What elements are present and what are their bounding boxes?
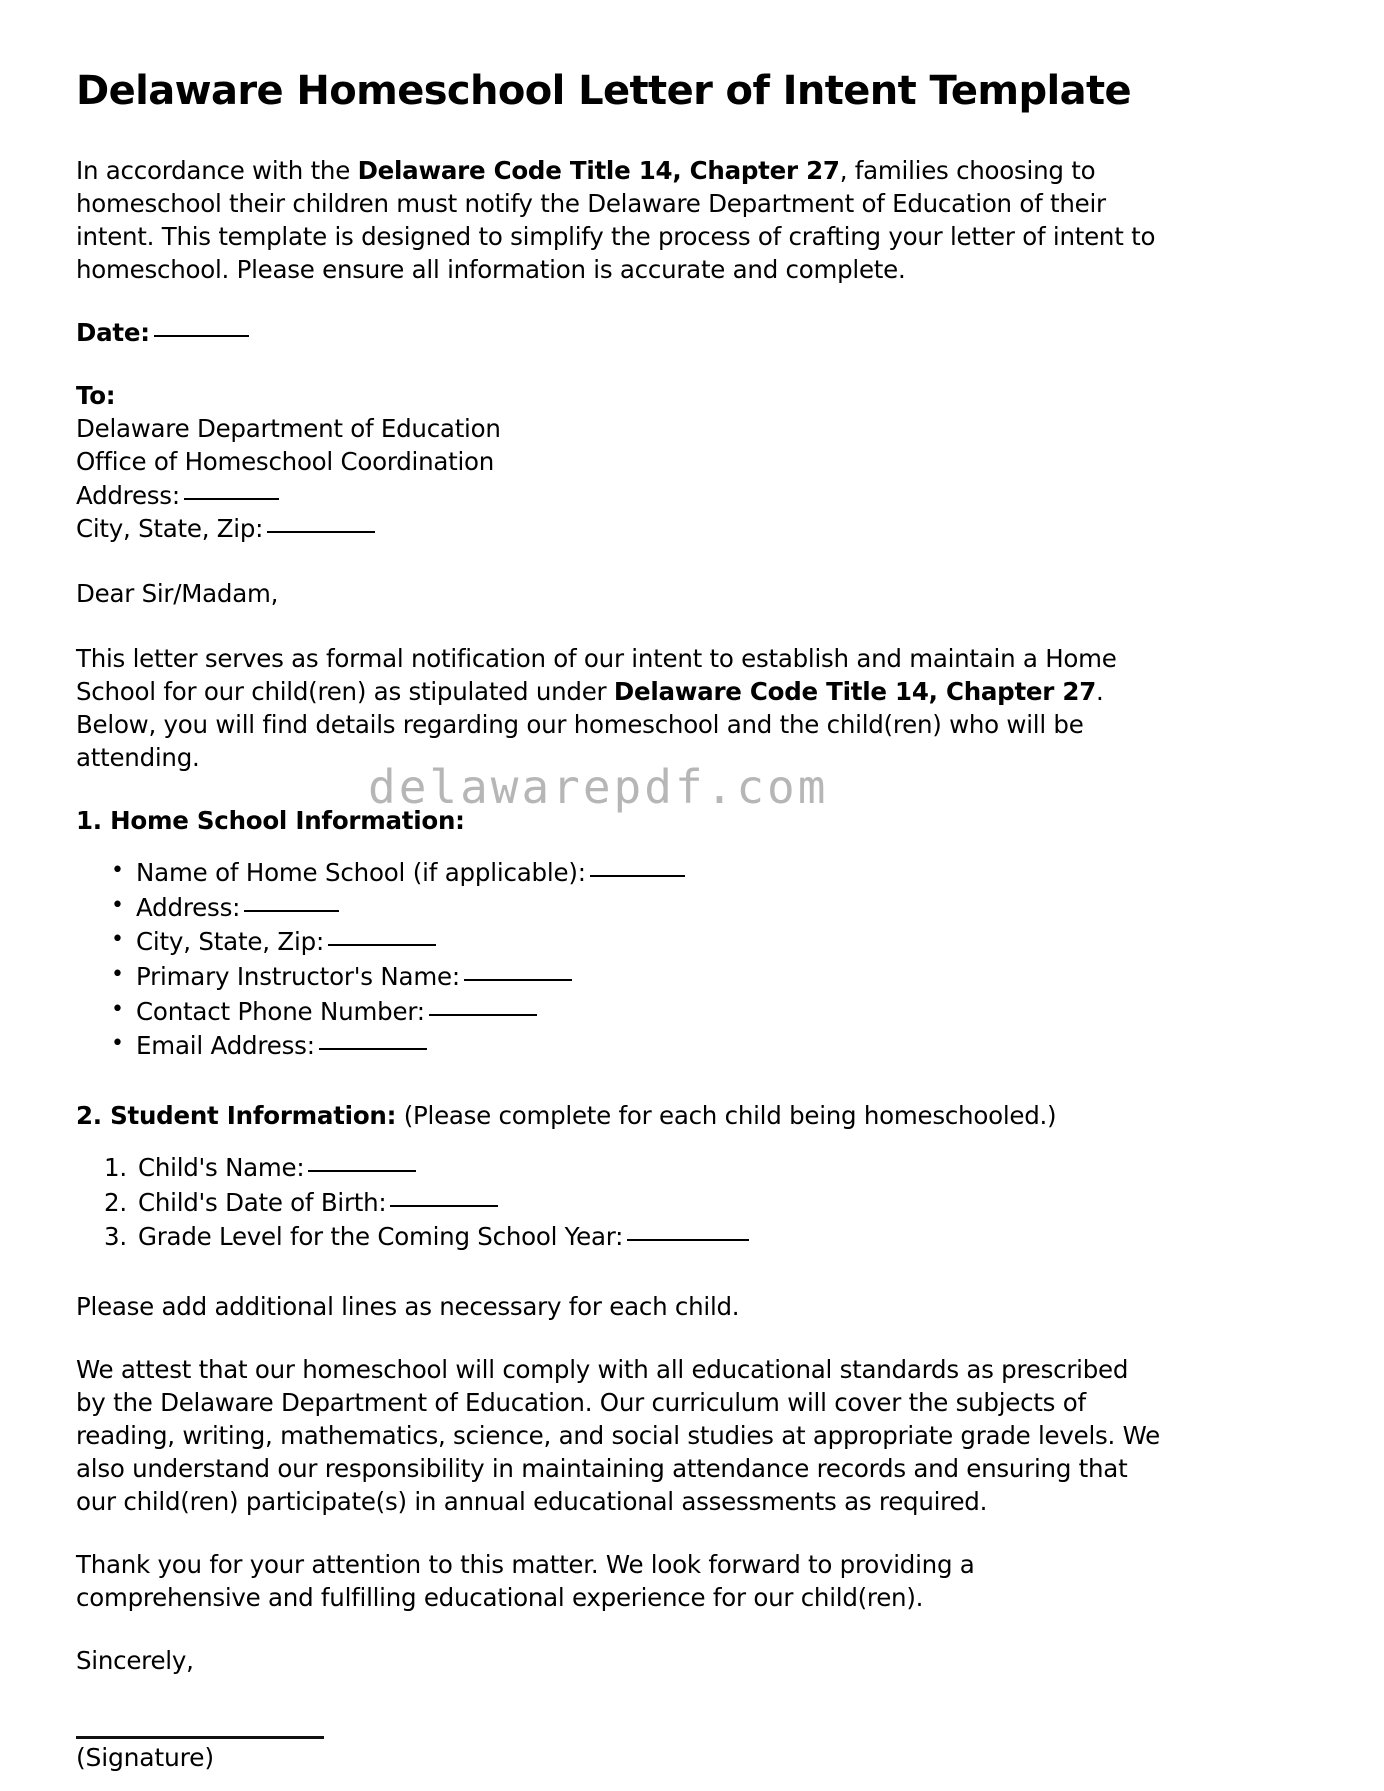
closing-salutation: Sincerely, xyxy=(76,1646,194,1676)
salutation: Dear Sir/Madam, xyxy=(76,578,279,608)
intro-code-reference: Delaware Code Title 14, Chapter 27 xyxy=(357,156,840,185)
thanks-paragraph: Thank you for your attention to this matter. We look forward to providing a comprehensive and fulfilling educational experience for our child(ren). xyxy=(76,1550,975,1613)
child-name-blank[interactable] xyxy=(308,1170,416,1172)
list-item xyxy=(136,963,1161,992)
recipient-city-row xyxy=(76,512,1161,545)
opening-code-reference: Delaware Code Title 14, Chapter 27 xyxy=(613,676,1096,706)
recipient-address-label: Address: xyxy=(76,480,180,510)
intro-text-post: , families choosing to homeschool their children must notify the Delaware Department of Education of their intent. This template is designed to simplify the process of crafting your letter of intent to homeschool. Please ensure all information is accurate and complete. xyxy=(76,156,1156,285)
spacer xyxy=(76,1678,1161,1736)
list-item xyxy=(136,1032,1161,1061)
list-item xyxy=(136,894,1161,923)
home-school-information-list xyxy=(76,859,1161,1061)
spacer xyxy=(76,545,1161,577)
contact-phone-blank[interactable] xyxy=(429,1014,537,1016)
attestation-paragraph: We attest that our homeschool will comply with all educational standards as prescribed by the Delaware Department of Education. Our curriculum will cover the subjects of reading, writing, mathematics, science, and social studies at appropriate grade levels. We also understand our responsibility in maintaining attendance records and ensuring that our child(ren) participate(s) in annual educational assessments as required. xyxy=(76,1355,1160,1517)
section-2-heading xyxy=(76,1099,1161,1132)
primary-instructor-blank[interactable] xyxy=(464,979,572,981)
spacer xyxy=(76,349,1161,379)
list-item-label: Name of Home School (if applicable): xyxy=(136,858,586,887)
list-item-label: Email Address: xyxy=(136,1031,315,1061)
list-item-label: Primary Instructor's Name: xyxy=(136,961,460,991)
spacer xyxy=(76,1258,1161,1290)
recipient-address-blank[interactable] xyxy=(184,498,279,500)
list-item xyxy=(136,928,1161,957)
intro-paragraph xyxy=(76,154,1161,286)
home-school-address-blank[interactable] xyxy=(244,910,339,912)
date-blank[interactable] xyxy=(154,335,249,337)
recipient-city-blank[interactable] xyxy=(267,531,375,533)
list-item xyxy=(138,1223,1161,1252)
signature-label: (Signature) xyxy=(76,1742,214,1772)
section-1-heading: 1. Home School Information: xyxy=(76,805,465,835)
additional-lines-note: Please add additional lines as necessary for each child. xyxy=(76,1291,740,1321)
child-dob-blank[interactable] xyxy=(390,1205,498,1207)
opening-text-pre: This letter serves as formal notification of our intent to establish and maintain a Home School for our child(ren) as stipulated under xyxy=(76,643,1117,706)
section-2-heading-bold: 2. Student Information: xyxy=(76,1100,397,1130)
list-item-label: City, State, Zip: xyxy=(136,927,325,957)
opening-paragraph xyxy=(76,642,1161,774)
spacer xyxy=(76,610,1161,642)
watermark: delawarepdf.com xyxy=(368,760,829,814)
list-item xyxy=(136,859,1161,888)
list-item xyxy=(136,998,1161,1027)
list-item-label: Child's Date of Birth: xyxy=(138,1187,387,1217)
grade-level-blank[interactable] xyxy=(627,1239,749,1241)
page-title: Delaware Homeschool Letter of Intent Template xyxy=(76,68,1132,114)
spacer xyxy=(76,1067,1161,1099)
student-information-list xyxy=(76,1154,1161,1252)
home-school-city-blank[interactable] xyxy=(328,944,436,946)
recipient-line-2: Office of Homeschool Coordination xyxy=(76,447,495,477)
list-item xyxy=(138,1154,1161,1183)
list-item-label: Address: xyxy=(136,892,241,922)
intro-text-pre: In accordance with the xyxy=(76,156,358,185)
date-field-row xyxy=(76,316,1161,349)
section-2-heading-rest: (Please complete for each child being homeschooled.) xyxy=(396,1100,1057,1130)
recipient-city-label: City, State, Zip: xyxy=(76,513,264,543)
recipient-address-row xyxy=(76,479,1161,512)
signature-line[interactable] xyxy=(76,1736,324,1739)
list-item-label: Grade Level for the Coming School Year: xyxy=(138,1222,624,1252)
list-item-label: Child's Name: xyxy=(138,1153,305,1182)
recipient-line-1: Delaware Department of Education xyxy=(76,414,501,444)
list-item-label: Contact Phone Number: xyxy=(136,996,425,1026)
document-content xyxy=(76,68,1161,1773)
list-item xyxy=(138,1189,1161,1218)
to-label: To: xyxy=(76,381,116,411)
date-label: Date: xyxy=(76,318,150,348)
home-school-name-blank[interactable] xyxy=(590,875,685,877)
opening-text-post: . Below, you will find details regarding our homeschool and the child(ren) who will be attending. xyxy=(76,676,1104,772)
email-address-blank[interactable] xyxy=(319,1048,427,1050)
